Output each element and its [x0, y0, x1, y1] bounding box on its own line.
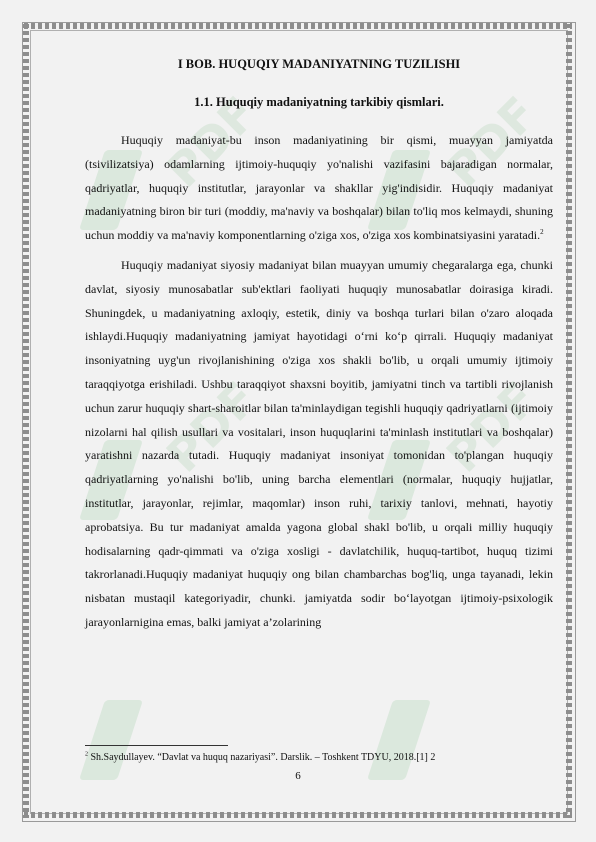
footnote-text: Sh.Saydullayev. “Davlat va huquq nazariyasi”. Darslik. – Toshkent TDYU, 2018.[1] 2: [88, 752, 436, 763]
page-number: 6: [295, 770, 301, 782]
border-pattern-top: [24, 23, 572, 29]
body-paragraph: [85, 129, 553, 248]
footnote: [85, 752, 555, 764]
body-paragraph: [85, 254, 553, 635]
paragraph-text: Huquqiy madaniyat siyosiy madaniyat bilan muayyan umumiy chegaralarga ega, chunki davlat, siyosiy munosabatlar sub'ektlari faoliyati huquqiy munosabatlar doirasiga kiradi. Shuningdek, u madaniyatning axloqiy, estetik, diniy va boshqa turlari bilan o'zaro aloqada ishlaydi.Huquqiy madaniyatning jamiyat hayotidagi o‘rni ko‘p qirrali. Huquqiy madaniyat insoniyatning uyg'un rivojlanishining o'ziga xos shakli bo'lib, u orqali umumiy ijtimoiy taraqqiyotga erishiladi. Ushbu taraqqiyot shaxsni boyitib, jamiyatni tinch va tartibli rivojlanish uchun zarur huquqiy shart-sharoitlar bilan ta'minlaydigan tegishli huquqiy qadriyatlarni (ijtimoiy nizolarni hal qilish usullari va vositalari, inson huquqlarini ta'minlash institutlari va boshqalar) yaratishni nazarda tutadi. Huquqiy madaniyat insoniyat tomonidan to'plangan huquqiy qadriyatlarning yo'nalishi bo'lib, uning barcha elementlari (normalar, huquqiy hujjatlar, institutlar, jarayonlar, rejimlar, maqomlar) inson ruhi, tarixiy tanlovi, mehnati, hayotiy aprobatsiya. Bu tur madaniyat amalda yagona global shakl bo'lib, u orqali milliy huquqiy hodisalarning qadr-qimmati va o'ziga xosligi - davlatchilik, huquq-tartibot, huquq tizimi takrorlanadi.Huquqiy madaniyat huquqiy ong bilan chambarchas bog'liq, unga tayanadi, lekin nisbatan mustaqil kategoriyadir, chunki. jamiyatda sodir bo‘layotgan ijtimoiy-psixologik jarayonlarnigina emas, balki jamiyat a’zolarining: [85, 257, 553, 629]
footnote-separator: [85, 745, 228, 746]
paragraph-text: Huquqiy madaniyat-bu inson madaniyatining bir qismi, muayyan jamiyatda (tsivilizatsiya) odamlarning ijtimoiy-huquqiy yo'nalishi vazifasini bajaradigan normalar, qadriyatlar, huquqiy institutlar, jarayonlar va shakllar yig'indisidir. Huquqiy madaniyat madaniyatning biron bir turi (moddiy, ma'naviy va boshqalar) bilan to'liq mos kelmaydi, shuning uchun moddiy va ma'naviy komponentlarning o'ziga xos, o'ziga xos kombinatsiyasini yaratadi.: [85, 133, 553, 243]
watermark-text: PDF: [436, 371, 548, 483]
footnote-reference[interactable]: 2: [540, 228, 544, 237]
watermark-text: PDF: [436, 86, 548, 198]
footnote-number: 2: [85, 751, 88, 758]
chapter-title: I BOB. HUQUQIY MADANIYATNING TUZILISHI: [177, 57, 461, 71]
page-content: [85, 55, 553, 635]
watermark-text: PDF: [156, 371, 268, 483]
border-pattern-left: [23, 24, 29, 818]
border-pattern-bottom: [24, 812, 572, 818]
border-pattern-right: [566, 24, 572, 818]
watermark-text: PDF: [156, 86, 268, 198]
section-title: 1.1. Huquqiy madaniyatning tarkibiy qismlari.: [194, 95, 444, 109]
